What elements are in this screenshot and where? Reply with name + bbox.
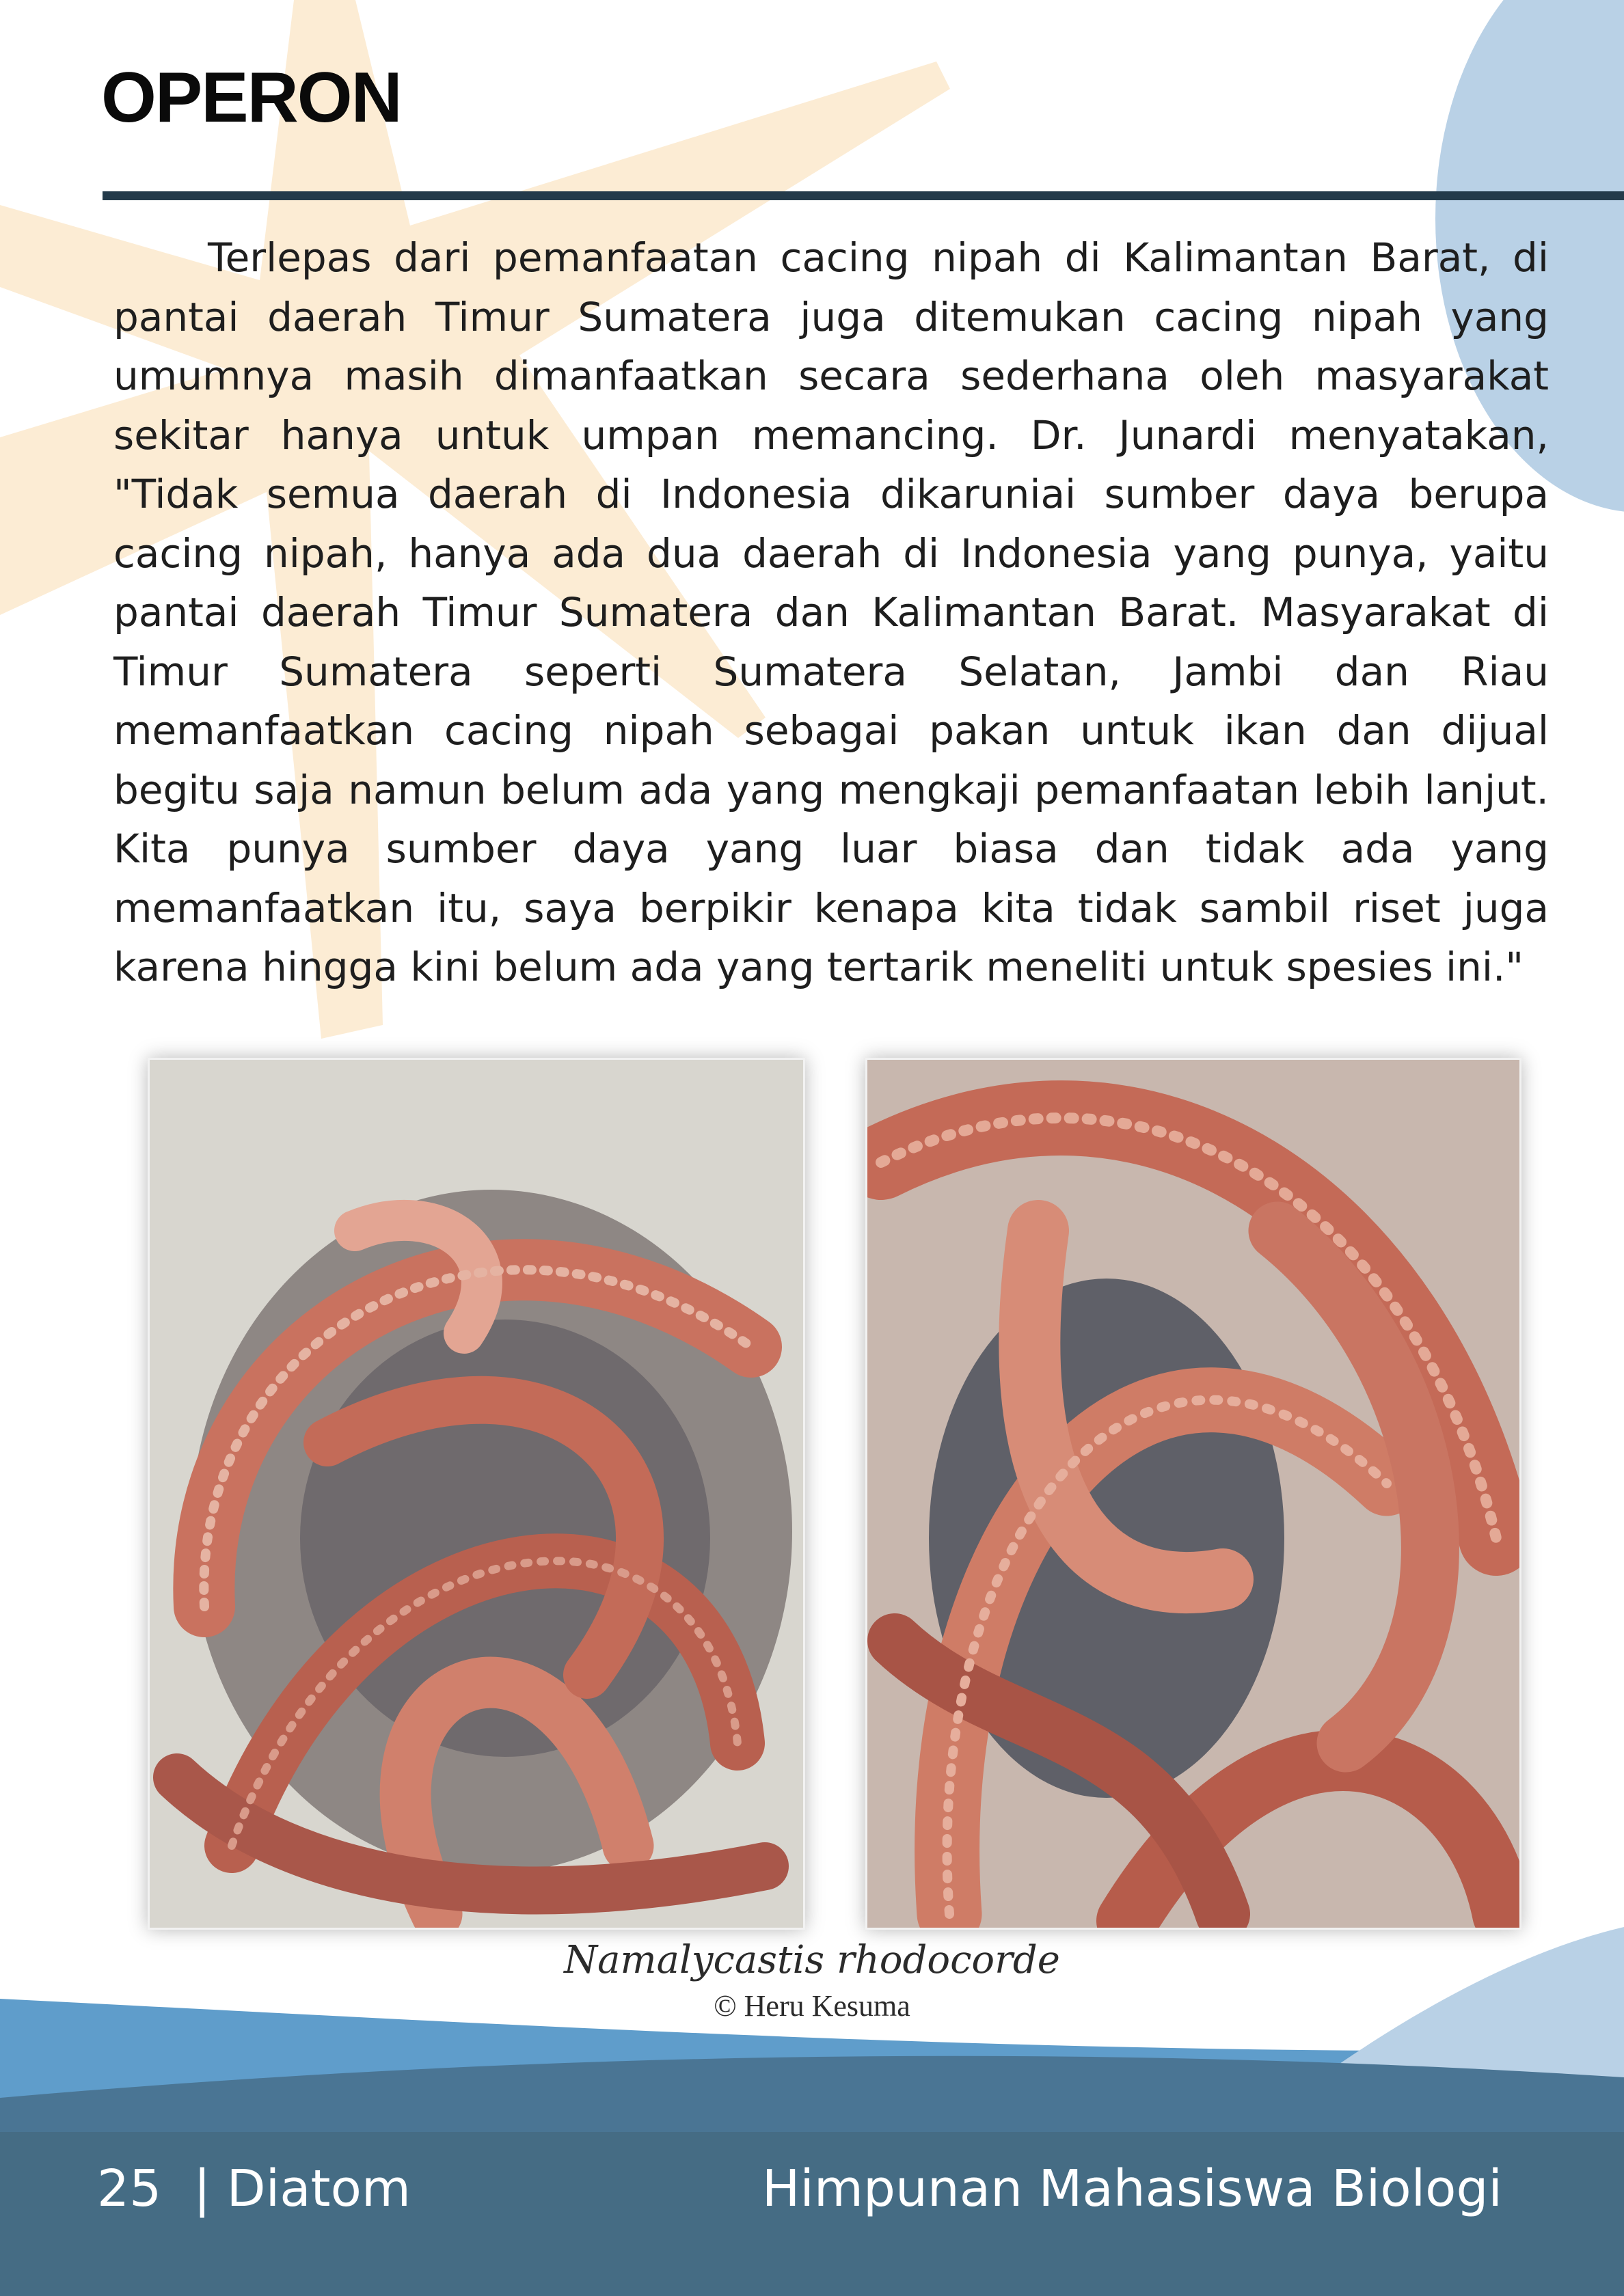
footer-organization: Himpunan Mahasiswa Biologi	[761, 2159, 1502, 2218]
figure-caption-species: Namalycastis rhodocorde	[564, 1938, 1060, 1982]
footer-page-magazine: 25 | Diatom	[97, 2159, 411, 2218]
worm-photo-left	[148, 1058, 805, 1930]
article-paragraph: Terlepas dari pemanfaatan cacing nipah di Kalimantan Barat, di pantai daerah Timur Sumatera juga ditemukan cacing nipah yang umumnya masih dimanfaatkan secara sederhana oleh masyarakat sekitar hanya untuk umpan memancing. Dr. Junardi menyatakan, "Tidak semua daerah di Indonesia dikaruniai sumber daya berupa cacing nipah, hanya ada dua daerah di Indonesia yang punya, yaitu pantai daerah Timur Sumatera dan Kalimantan Barat. Masyarakat di Timur Sumatera seperti Sumatera Selatan, Jambi dan Riau memanfaatkan cacing nipah sebagai pakan untuk ikan dan dijual begitu saja namun belum ada yang mengkaji pemanfaatan lebih lanjut. Kita punya sumber daya yang luar biasa dan tidak ada yang memanfaatkan itu, saya berpikir kenapa kita tidak sambil riset juga karena hingga kini belum ada yang tertarik meneliti untuk spesies ini."	[113, 234, 1549, 990]
figure-caption-credit: © Heru Kesuma	[714, 1989, 910, 2023]
section-title: OPERON	[101, 58, 401, 137]
worm-photo-right	[865, 1058, 1521, 1930]
title-divider	[103, 191, 1624, 200]
